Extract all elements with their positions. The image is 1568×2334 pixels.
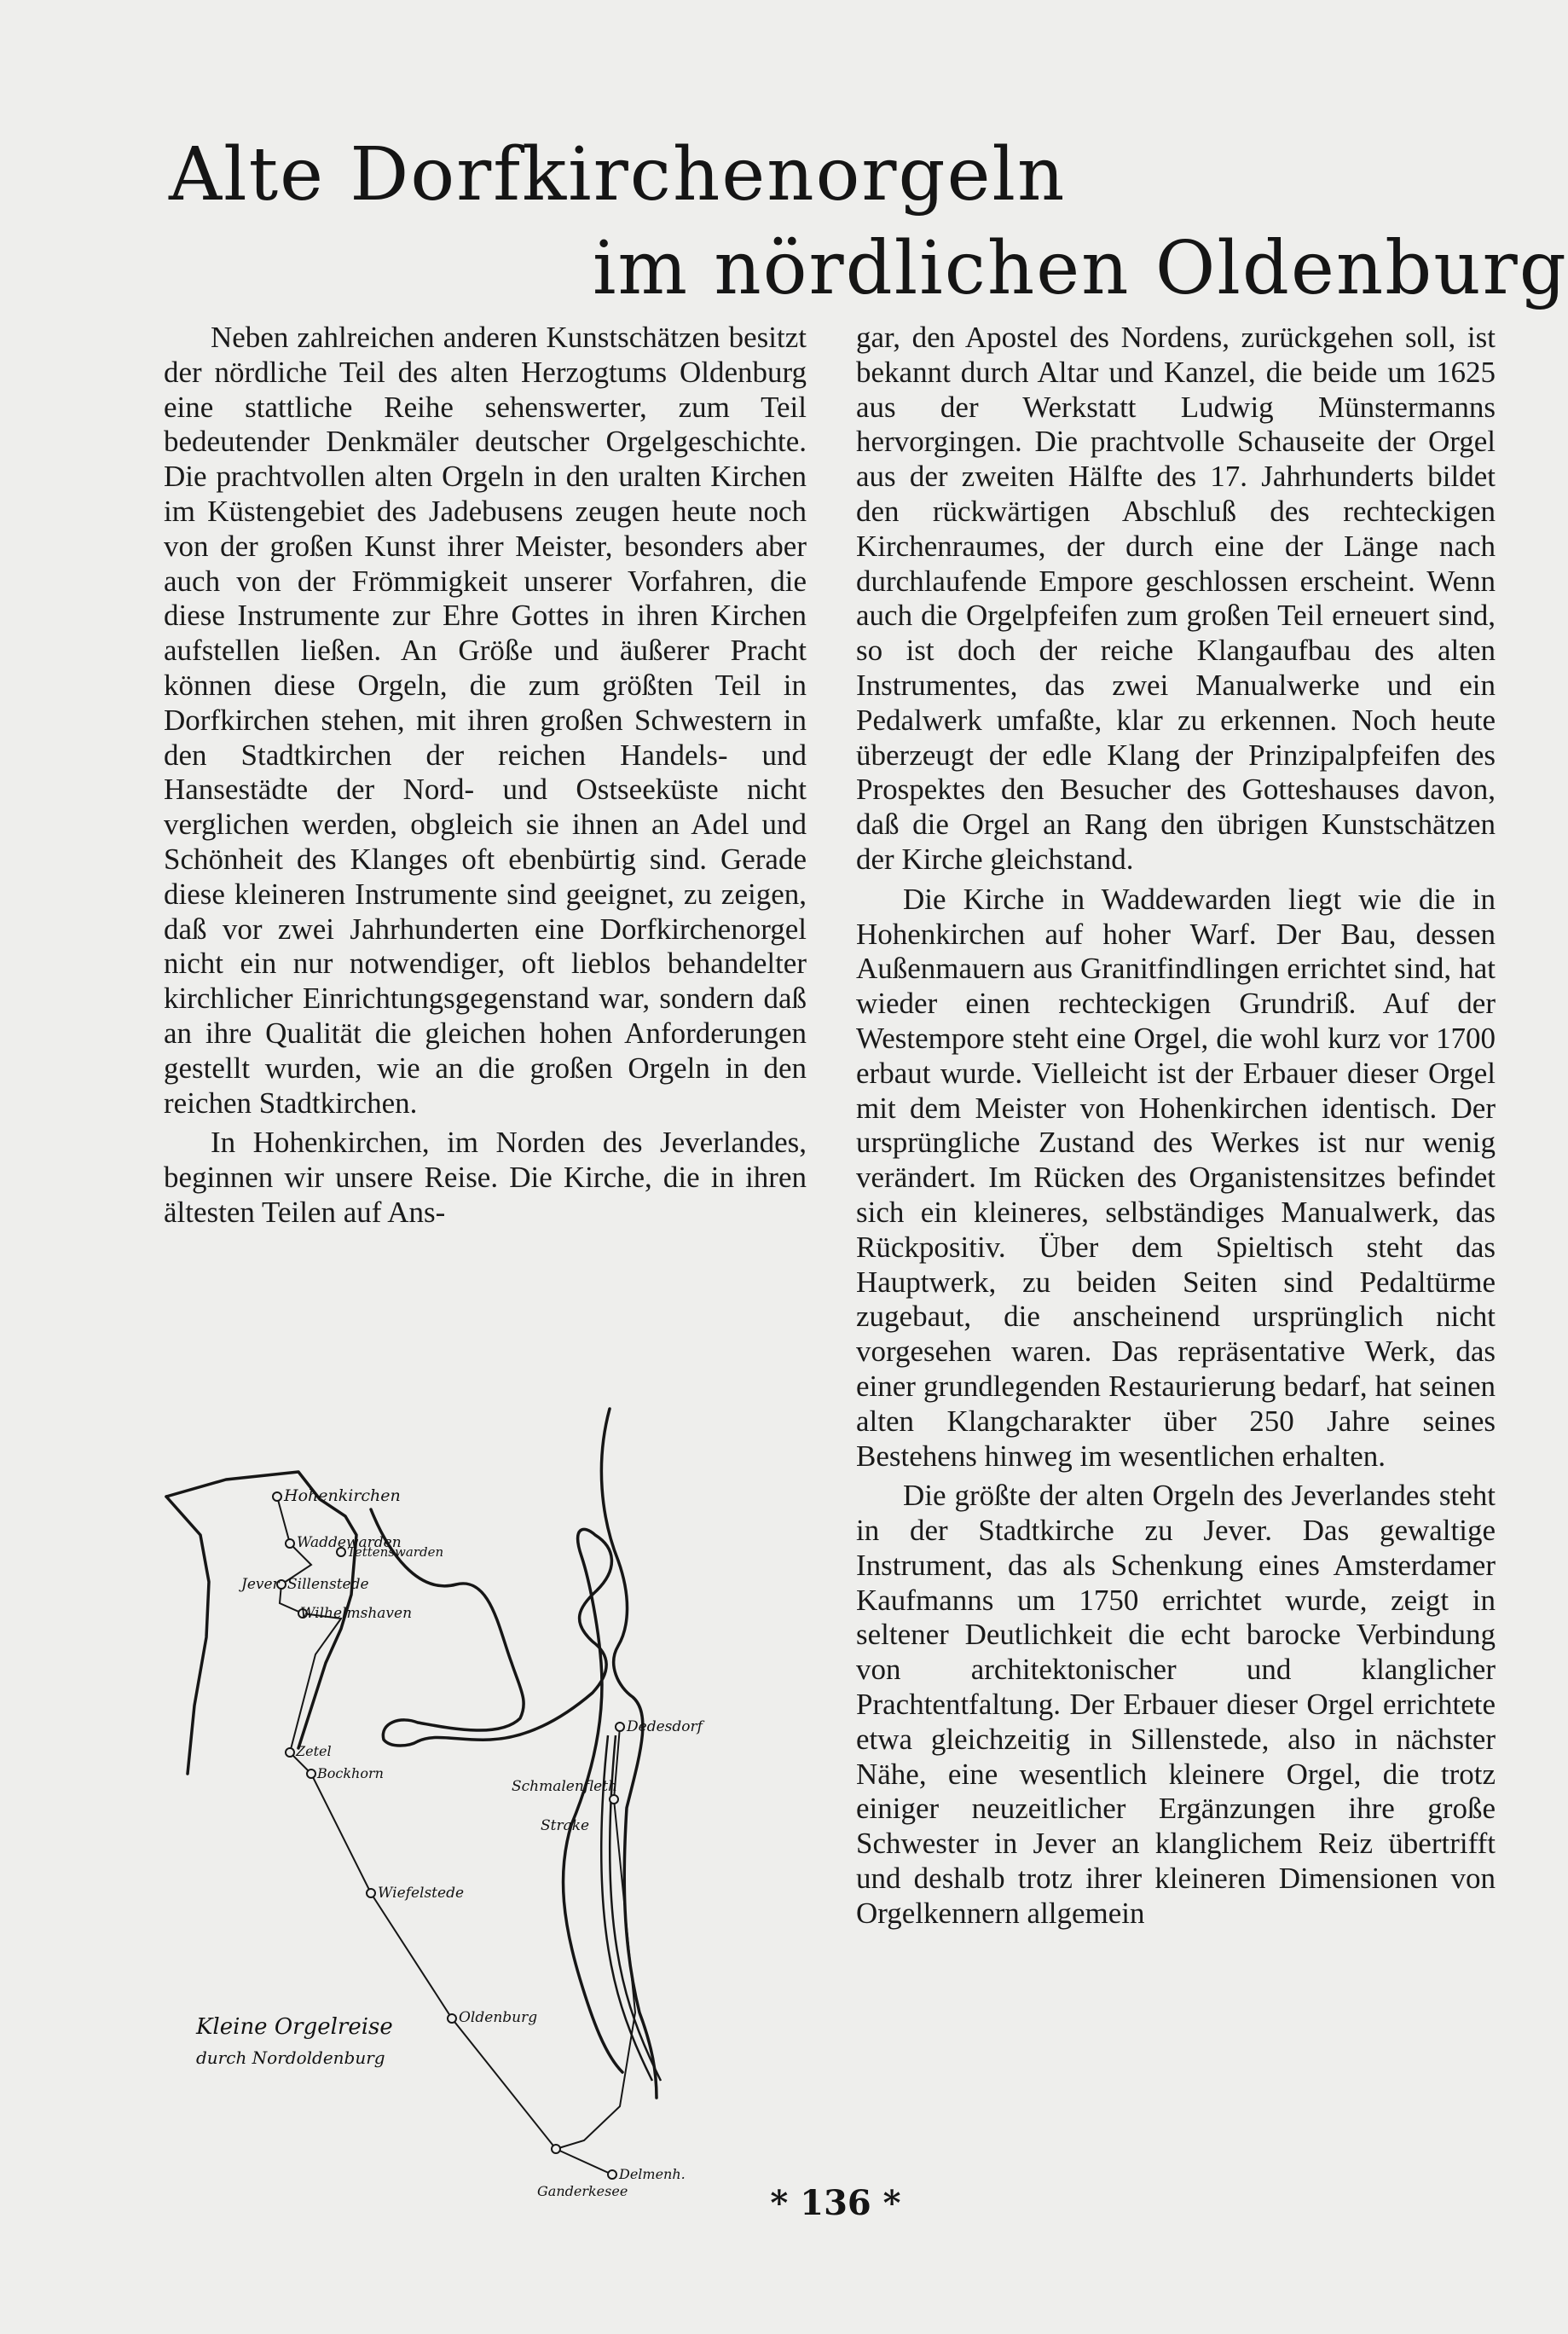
map-caption: [195, 2014, 393, 2068]
place-labels: [239, 1486, 705, 2199]
page-number: * 136 *: [770, 2183, 901, 2223]
left-paragraph-1: Neben zahlreichen anderen Kunstschätzen besitzt der nördliche Teil des alten Herzogtums Oldenburg eine stattliche Reihe sehenswerter, zum Teil bedeutender Denkmäler deutscher Orgelgeschichte. Die prachtvollen alten Orgeln in den uralten Kirchen im Küstengebiet des Jadebusens zeugen heute noch von der großen Kunst ihrer Meister, besonders aber auch von der Frömmigkeit unserer Vorfahren, die diese Instrumente zur Ehre Gottes in ihren Kirchen aufstellen ließen. An Größe und äußerer Pracht können diese Orgeln, die zum größten Teil in Dorfkirchen stehen, mit ihren großen Schwestern in den Stadtkirchen der reichen Handels- und Hansestädte der Nord- und Ostseeküste nicht verglichen werden, obgleich sie ihnen an Adel und Schönheit des Klanges oft ebenbürtig sind. Gerade diese kleineren Instrumente sind geeignet, zu zeigen, daß vor zwei Jahrhunderten eine Dorfkirchenorgel nicht ein nur notwendiger, oft lieblos behandelter kirchlicher Einrichtungsgegenstand war, sondern daß an ihre Qualität die gleichen hohen Anforderungen gestellt wurden, wie an die großen Orgeln in den reichen Stadtkirchen.: [164, 321, 807, 1120]
coastline: [166, 1409, 657, 2098]
label-hohenkirchen: Hohenkirchen: [284, 1486, 401, 1505]
map-caption-line-1: Kleine Orgelreise: [196, 2014, 393, 2040]
label-oldenburg: Oldenburg: [459, 2009, 538, 2026]
route-map: [162, 1399, 793, 2260]
route-lines: [277, 1497, 635, 2175]
label-dedesdorf: Dedesdorf: [627, 1718, 703, 1735]
left-column: [164, 321, 807, 1231]
label-tettenswarden: Tettenswarden: [347, 1544, 444, 1560]
map-caption-line-2: durch Nordoldenburg: [196, 2047, 385, 2068]
left-paragraph-2: In Hohenkirchen, im Norden des Jeverlandes, beginnen wir unsere Reise. Die Kirche, die in ihren ältesten Teilen auf Ans-: [164, 1126, 807, 1229]
right-paragraph-2: Die Kirche in Waddewarden liegt wie die in Hohenkirchen auf hoher Warf. Der Bau, dessen Außenmauern aus Granitfindlingen errichtet sind, hat wieder einen rechteckigen Grundriß. Auf der Westempore steht eine Orgel, die wohl kurz vor 1700 erbaut wurde. Vielleicht ist der Erbauer dieser Orgel mit dem Meister von Hohenkirchen identisch. Der ursprüngliche Zustand des Werkes ist nur wenig verändert. Im Rücken des Organistensitzes befindet sich ein kleineres, selbständiges Manualwerk, das Rückpositiv. Über dem Spieltisch steht das Hauptwerk, zu beiden Seiten sind Pedaltürme zugebaut, die anscheinend ursprünglich nicht vorgesehen waren. Das repräsentative Werk, das einer grundlegenden Restaurierung bedarf, hat seinen alten Klangcharakter über 250 Jahre seines Bestehens hinweg im wesentlichen erhalten.: [856, 882, 1496, 1473]
right-paragraph-1: gar, den Apostel des Nordens, zurückgehen soll, ist bekannt durch Altar und Kanzel, die beide um 1625 aus der Werkstatt Ludwig Münstermanns hervorgingen. Die prachtvolle Schauseite der Orgel aus der zweiten Hälfte des 17. Jahrhunderts bildet den rückwärtigen Abschluß des rechteckigen Kirchenraumes, der durch eine der Länge nach durchlaufende Empore geschlossen erscheint. Wenn auch die Orgelpfeifen zum großen Teil erneuert sind, so ist doch der reiche Klangaufbau des alten Instrumentes, das zwei Manualwerke und ein Pedalwerk umfaßte, klar zu erkennen. Noch heute überzeugt der edle Klang der Prinzipalpfeifen des Prospektes den Besucher des Gotteshauses davon, daß die Orgel an Rang den übrigen Kunstschätzen der Kirche gleichstand.: [856, 321, 1496, 876]
label-schmalenfleth: Schmalenfleth: [512, 1778, 617, 1795]
label-bockhorn: Bockhorn: [317, 1765, 384, 1781]
label-strake: Strake: [541, 1817, 590, 1834]
label-sillenstede: Sillenstede: [287, 1576, 369, 1593]
label-waddewarden: Waddewarden: [297, 1534, 402, 1551]
town-markers: [273, 1492, 624, 2179]
right-column: [856, 321, 1496, 1931]
label-zetel: Zetel: [296, 1743, 332, 1759]
label-delmenhorst: Delmenh.: [619, 2166, 686, 2182]
title-line-1: Alte Dorfkirchenorgeln: [169, 132, 1067, 217]
right-paragraph-3: Die größte der alten Orgeln des Jeverlandes steht in der Stadtkirche zu Jever. Das gewaltige Instrument, das als Schenkung eines Amsterdamer Kaufmanns um 1750 errichtet wurde, zeigt in seltener Deutlichkeit die echt barocke Verbindung von architektonischer und klanglicher Prachtentfaltung. Der Erbauer dieser Orgel errichtete etwa gleichzeitig in Sillenstede, also in nächster Nähe, eine wesentlich kleinere Orgel, die trotz einiger neuzeitlicher Ergänzungen ihre große Schwester in Jever an klanglichem Reiz übertrifft und deshalb trotz ihrer kleineren Dimensionen von Orgelkennern allgemein: [856, 1479, 1496, 1930]
label-ganderkesee: Ganderkesee: [537, 2183, 628, 2199]
title-line-2: im nördlichen Oldenburg: [593, 226, 1568, 311]
label-wilhelmshaven: Wilhelmshaven: [300, 1605, 413, 1622]
label-wiefelstede: Wiefelstede: [378, 1885, 465, 1902]
label-jever: Jever: [241, 1576, 280, 1593]
